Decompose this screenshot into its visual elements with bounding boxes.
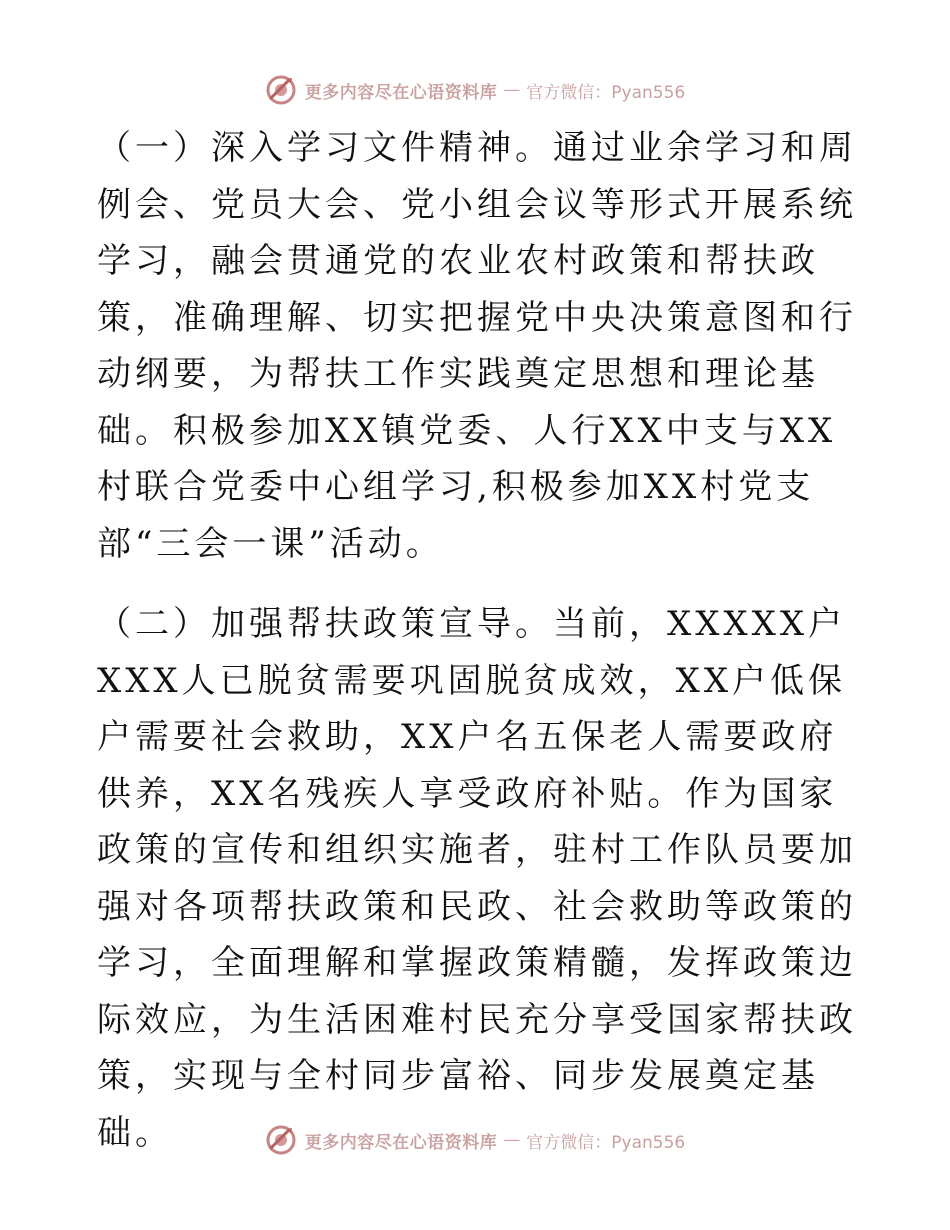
watermark-separator: — — [503, 1130, 521, 1150]
brand-logo-icon — [265, 74, 297, 106]
watermark-separator: — — [503, 80, 521, 100]
document-body — [97, 120, 867, 1161]
brand-logo-icon — [265, 1124, 297, 1156]
watermark-contact: 官方微信：Pyan556 — [526, 82, 686, 103]
header-watermark — [0, 70, 950, 110]
paragraph-study-documents: （一）深入学习文件精神。通过业余学习和周例会、党员大会、党小组会议等形式开展系统学习，融会贯通党的农业农村政策和帮扶政策，准确理解、切实把握党中央决策意图和行动纲要，为帮扶工作实践奠定思想和理论基础。积极参加XX镇党委、人行XX中支与XX村联合党委中心组学习,积极参加XX村党支部“三会一课”活动。 — [97, 128, 857, 564]
watermark-brand: 更多内容尽在心语资料库 — [304, 82, 498, 103]
watermark-contact: 官方微信：Pyan556 — [526, 1132, 686, 1153]
watermark-brand: 更多内容尽在心语资料库 — [304, 1132, 498, 1153]
footer-watermark — [0, 1120, 950, 1160]
paragraph-policy-promotion: （二）加强帮扶政策宣导。当前，XXXXX户XXX人已脱贫需要巩固脱贫成效，XX户低保户需要社会救助，XX户名五保老人需要政府供养，XX名残疾人享受政府补贴。作为国家政策的宣传和组织实施者，驻村工作队员要加强对各项帮扶政策和民政、社会救助等政策的学习，全面理解和掌握政策精髓，发挥政策边际效应，为生活困难村民充分享受国家帮扶政策，实现与全村同步富裕、同步发展奠定基础。 — [97, 604, 857, 1153]
